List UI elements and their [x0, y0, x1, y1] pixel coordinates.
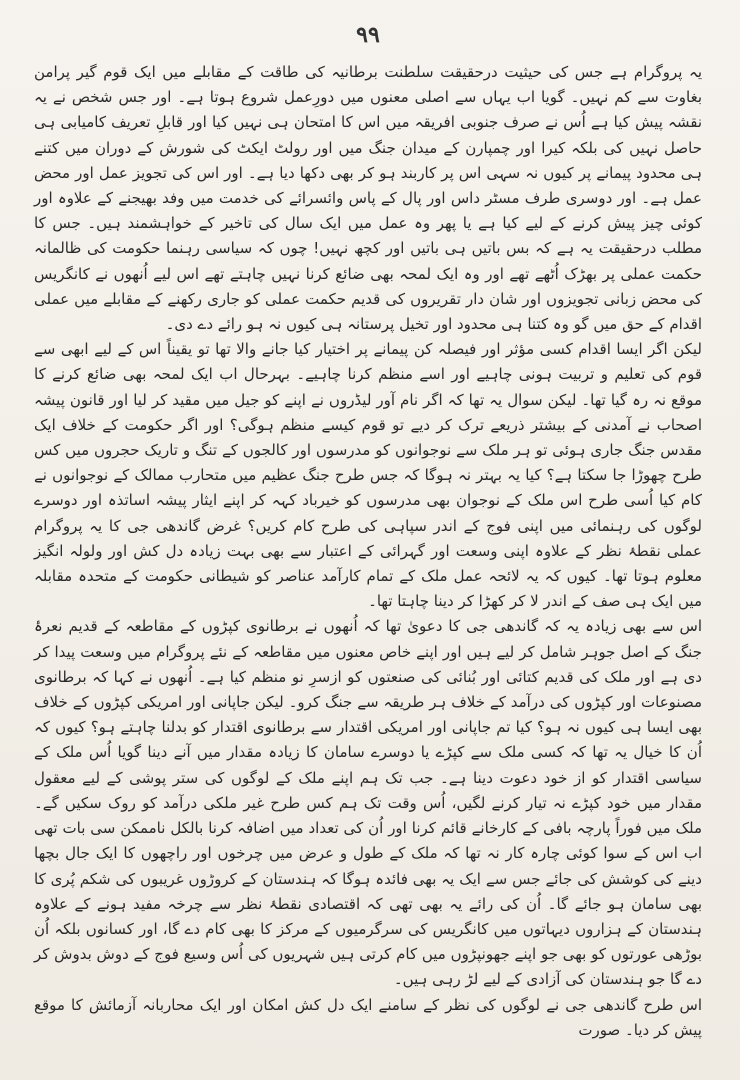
paragraph-4: اس طرح گاندھی جی نے لوگوں کی نظر کے سامنے ایک دل کش امکان اور ایک محاربانہ آزمائش کا موقع پیش کر دیا۔ صورت [34, 995, 702, 1039]
page-number: ۹۹ [356, 22, 380, 48]
paragraph-2: لیکن اگر ایسا اقدام کسی مؤثر اور فیصلہ کن پیمانے پر اختیار کیا جانے والا تھا تو یقیناً اس کے لیے ابھی سے قوم کی تعلیم و تربیت ہونی چاہیے اور اسے منظم کرنا چاہیے۔ بہرحال اب ایک لمحہ بھی ضائع کرنے کا موقع نہ رہ گیا تھا۔ لیکن سوال یہ تھا کہ اگر نام آور لیڈروں نے اپنے کو جیل میں مقید کر لیا اور قانون پیشہ اصحاب نے آمدنی کے بیشتر ذریعے ترک کر دیے تو قوم کیسے منظم ہوگی؟ اور اگر حکومت کے خلاف ایک مقدس جنگ جاری ہوئی تو ہر ملک سے نوجوانوں کو مدرسوں اور کالجوں کے تنگ و تاریک حجروں میں کس طرح چھوڑا جا سکتا ہے؟ کیا یہ بہتر نہ ہوگا کہ جس طرح جنگ عظیم میں متحارب ممالک کے نوجوانوں نے کام کیا اُسی طرح اس ملک کے نوجوان بھی مدرسوں کو خیرباد کہہ کر اپنے ایثار پیشہ اساتذہ اور دوسرے لوگوں کی رہنمائی میں اپنی فوج کے اندر سپاہی کی طرح کام کریں؟ غرض گاندھی جی کا یہ پروگرام عملی نقطۂ نظر کے علاوہ اپنی وسعت اور گہرائی کے اعتبار سے بھی بہت زیادہ دل کش اور ولولہ انگیز معلوم ہوتا تھا۔ کیوں کہ یہ لائحہ عمل ملک کے تمام کارآمد عناصر کو شیطانی حکومت کے متحدہ مقابلہ میں ایک ہی صف کے اندر لا کر کھڑا کر دینا چاہتا تھا۔ [34, 340, 702, 611]
page-body [34, 60, 702, 1043]
paragraph-3: اس سے بھی زیادہ یہ کہ گاندھی جی کا دعویٰ تھا کہ اُنھوں نے برطانوی کپڑوں کے مقاطعہ کے قدیم نعرۂ جنگ کے اصل جوہر شامل کر لیے ہیں اور اپنے خاص معنوں میں مقاطعہ کے نئے پروگرام میں وسعت پیدا کر دی ہے اور ملک کی قدیم کتائی اور بُنائی کی صنعتوں کو ازسرِ نو منظم کیا ہے۔ اُنھوں نے کہا کہ برطانوی مصنوعات اور کپڑوں کی درآمد کے خلاف ہر طریقہ سے جنگ کرو۔ لیکن جاپانی اور امریکی کپڑوں کے خلاف بھی ایسا ہی کیوں نہ ہو؟ کیا تم جاپانی اور امریکی اقتدار سے برطانوی اقتدار کو بدلنا چاہتے ہو؟ کیوں کہ اُن کا خیال یہ تھا کہ کسی ملک سے کپڑے یا دوسرے سامان کا زیادہ مقدار میں آنے دینا گویا اُس ملک کے سیاسی اقتدار کو از خود دعوت دینا ہے۔ جب تک ہم اپنے ملک کے لوگوں کی ستر پوشی کے لیے معقول مقدار میں خود کپڑے نہ تیار کرنے لگیں، اُس وقت تک ہم کس طرح غیر ملکی درآمد کو روک سکیں گے۔ ملک میں فوراً پارچہ بافی کے کارخانے قائم کرنا اور اُن کی تعداد میں اضافہ کرنا بالکل ناممکن سی بات تھی اب اس کے سوا کوئی چارہ کار نہ تھا کہ ملک کے طول و عرض میں چرخوں اور راچھوں کا ایک جال بچھا دینے کی کوشش کی جائے جس سے ایک یہ بھی فائدہ ہوگا کہ ہندستان کے کروڑوں غریبوں کی شکم پُری کا بھی سامان ہو جائے گا۔ اُن کی رائے یہ بھی تھی کہ اقتصادی نقطۂ نظر سے چرخہ مفید ہونے کے علاوہ ہندستان کے ہزاروں دیہاتوں میں کانگریس کی سرگرمیوں کے مرکز کا بھی کام دے گا، اور کسانوں بلکہ اُن بوڑھی عورتوں کو بھی جو اپنے جھونپڑوں میں کام کرتی ہیں شہریوں کی اُس وسیع فوج کے دوش بدوش کر دے گا جو ہندستان کی آزادی کے لیے لڑ رہی ہیں۔ [34, 617, 702, 989]
paragraph-1: یہ پروگرام ہے جس کی حیثیت درحقیقت سلطنت برطانیہ کی طاقت کے مقابلے میں ایک قوم گیر پرامن بغاوت سے کم نہیں۔ گویا اب یہاں سے اصلی معنوں میں دورِعمل شروع ہوتا ہے۔ اور جس شخص نے یہ نقشہ پیش کیا ہے اُس نے صرف جنوبی افریقہ میں اس کا امتحان ہی نہیں کیا اور قابلِ تعریف کامیابی ہی حاصل نہیں کی بلکہ کیرا اور چمپارن کے میدان جنگ میں اور رولٹ ایکٹ کی شورش کے دوران میں کتنے ہی محدود پیمانے پر کیوں نہ سہی اس پر کاربند ہو کر بھی دکھا دیا ہے۔ اور اس کی تجویز عمل اور محض عمل ہے۔ اور دوسری طرف مسٹر داس اور پال کے پاس وائسرائے کی خدمت میں وفد بھیجنے کے علاوہ اور کوئی چیز پیش کرنے کے لیے کیا ہے یا پھر وہ عمل میں ایک سال کی تاخیر کے خواہشمند ہیں۔ جس کا مطلب درحقیقت یہ ہے کہ بس باتیں ہی باتیں اور کچھ نہیں! چوں کہ سیاسی رہنما حکومت کی ظالمانہ حکمت عملی پر بھڑک اُٹھے تھے اور وہ ایک لمحہ بھی ضائع کرنا نہیں چاہتے تھے اس لیے اُنھوں نے کانگریس کی محض زبانی تجویزوں اور شان دار تقریروں کی قدیم حکمت عملی کو جاری رکھنے کے مقابلے میں عملی اقدام کے حق میں گو وہ کتنا ہی محدود اور تخیل پرستانہ ہی کیوں نہ ہو رائے دے دی۔ [34, 63, 702, 334]
